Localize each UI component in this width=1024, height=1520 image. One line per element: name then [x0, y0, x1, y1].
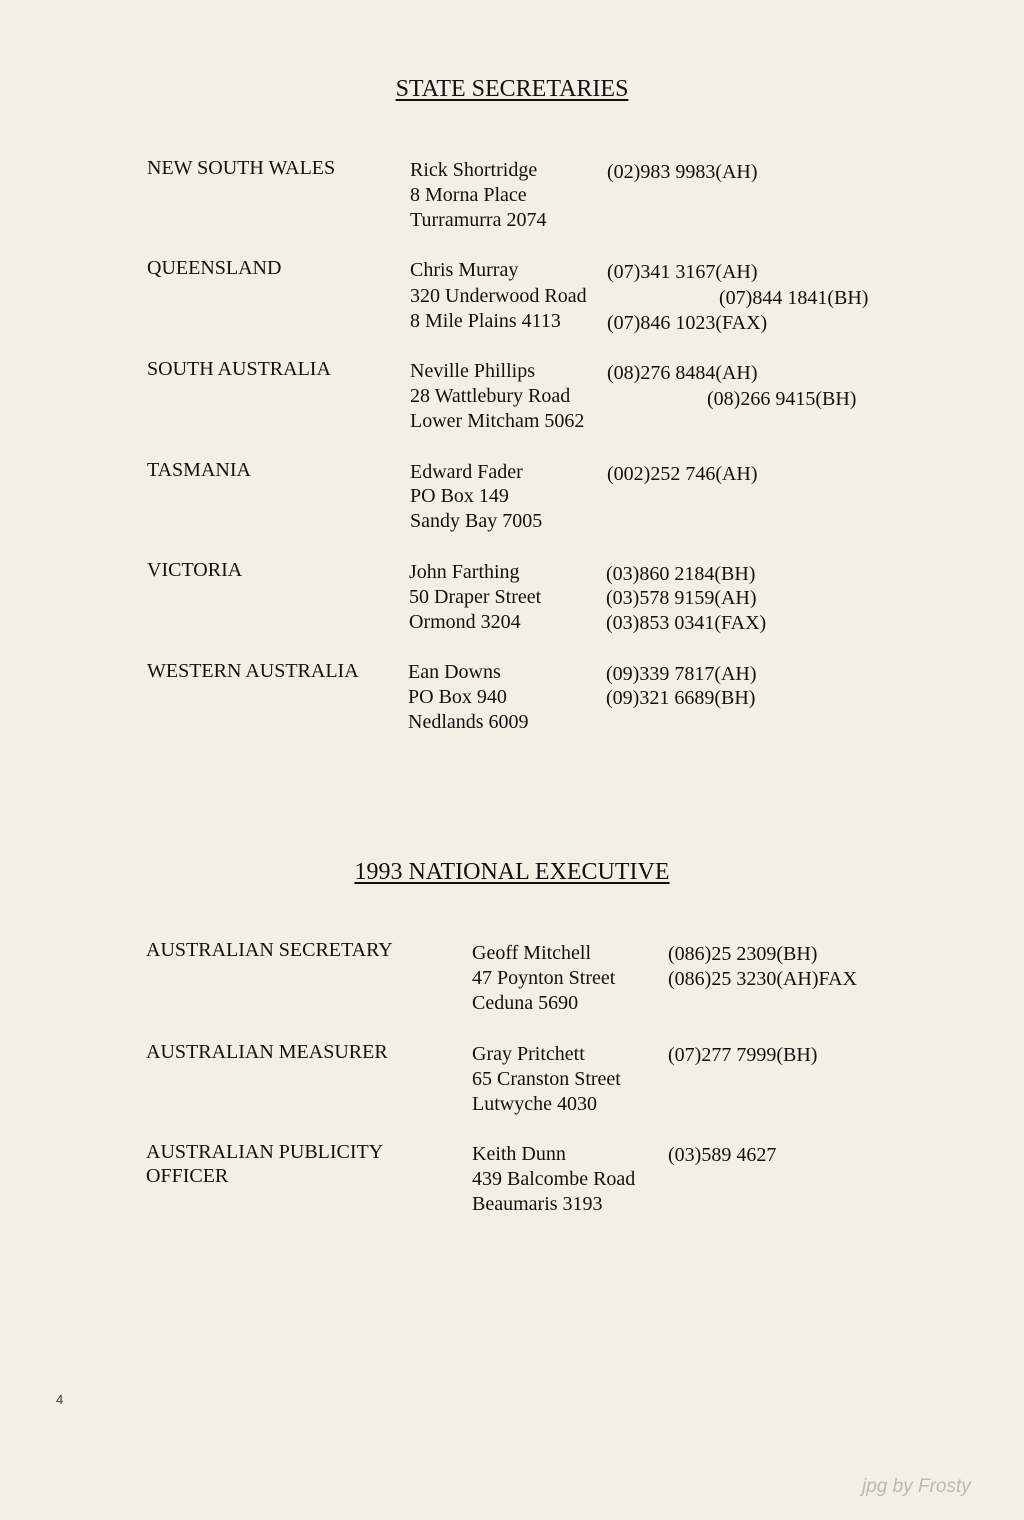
role-label-measurer: AUSTRALIAN MEASURER — [146, 1041, 388, 1063]
secretary-address2-qld: 8 Mile Plains 4113 — [410, 310, 561, 332]
secretary-address2-vic: Ormond 3204 — [409, 611, 521, 633]
secretary-name-tas: Edward Fader — [410, 461, 523, 483]
executive-address2-publicity: Beaumaris 3193 — [472, 1193, 603, 1215]
secretary-phone1-vic: (03)860 2184(BH) — [606, 563, 756, 585]
secretary-address1-vic: 50 Draper Street — [409, 586, 542, 608]
secretary-phone2-wa: (09)321 6689(BH) — [606, 687, 756, 709]
secretary-phone2-vic: (03)578 9159(AH) — [606, 587, 757, 609]
role-label-publicity-line1: AUSTRALIAN PUBLICITY — [146, 1141, 384, 1163]
secretary-address1-wa: PO Box 940 — [408, 686, 507, 708]
secretary-address1-qld: 320 Underwood Road — [410, 285, 587, 307]
secretary-phone1-wa: (09)339 7817(AH) — [606, 663, 757, 685]
secretary-phone1-sa: (08)276 8484(AH) — [607, 362, 758, 384]
secretary-phone2-qld: (07)844 1841(BH) — [719, 287, 869, 309]
secretary-address1-nsw: 8 Morna Place — [410, 184, 527, 206]
secretary-phone3-qld: (07)846 1023(FAX) — [607, 312, 768, 334]
secretary-phone2-sa: (08)266 9415(BH) — [707, 388, 857, 410]
state-label-tas: TASMANIA — [147, 459, 251, 481]
secretary-address2-wa: Nedlands 6009 — [408, 711, 529, 733]
secretary-address1-tas: PO Box 149 — [410, 485, 509, 507]
secretary-phone3-vic: (03)853 0341(FAX) — [606, 612, 767, 634]
secretary-name-qld: Chris Murray — [410, 259, 519, 281]
state-label-sa: SOUTH AUSTRALIA — [147, 358, 331, 380]
executive-address1-secretary: 47 Poynton Street — [472, 967, 616, 989]
page-number: 4 — [56, 1392, 64, 1407]
executive-name-secretary: Geoff Mitchell — [472, 942, 592, 964]
secretary-name-vic: John Farthing — [409, 561, 520, 583]
watermark: jpg by Frosty — [862, 1476, 971, 1497]
executive-phone1-secretary: (086)25 2309(BH) — [668, 943, 818, 965]
state-label-nsw: NEW SOUTH WALES — [147, 157, 336, 179]
state-label-qld: QUEENSLAND — [147, 257, 282, 279]
secretary-phone1-qld: (07)341 3167(AH) — [607, 261, 758, 283]
secretary-address2-tas: Sandy Bay 7005 — [410, 510, 543, 532]
national-executive-heading: 1993 NATIONAL EXECUTIVE — [354, 859, 670, 885]
role-label-secretary: AUSTRALIAN SECRETARY — [146, 939, 393, 961]
secretary-phone1-tas: (002)252 746(AH) — [607, 463, 758, 485]
executive-address1-measurer: 65 Cranston Street — [472, 1068, 621, 1090]
executive-phone1-measurer: (07)277 7999(BH) — [668, 1044, 818, 1066]
role-label-publicity-line2: OFFICER — [146, 1165, 229, 1187]
secretary-address2-nsw: Turramurra 2074 — [410, 209, 547, 231]
executive-name-measurer: Gray Pritchett — [472, 1043, 585, 1065]
state-label-wa: WESTERN AUSTRALIA — [147, 660, 359, 682]
secretary-name-nsw: Rick Shortridge — [410, 159, 538, 181]
secretary-name-sa: Neville Phillips — [410, 360, 535, 382]
executive-name-publicity: Keith Dunn — [472, 1143, 566, 1165]
state-label-vic: VICTORIA — [147, 559, 243, 581]
secretary-address2-sa: Lower Mitcham 5062 — [410, 410, 585, 432]
executive-address2-measurer: Lutwyche 4030 — [472, 1093, 597, 1115]
executive-address1-publicity: 439 Balcombe Road — [472, 1168, 636, 1190]
executive-phone2-secretary: (086)25 3230(AH)FAX — [668, 968, 858, 990]
secretary-phone1-nsw: (02)983 9983(AH) — [607, 161, 758, 183]
secretary-name-wa: Ean Downs — [408, 661, 501, 683]
state-secretaries-heading: STATE SECRETARIES — [395, 76, 629, 102]
executive-address2-secretary: Ceduna 5690 — [472, 992, 579, 1014]
secretary-address1-sa: 28 Wattlebury Road — [410, 385, 571, 407]
executive-phone1-publicity: (03)589 4627 — [668, 1144, 777, 1166]
